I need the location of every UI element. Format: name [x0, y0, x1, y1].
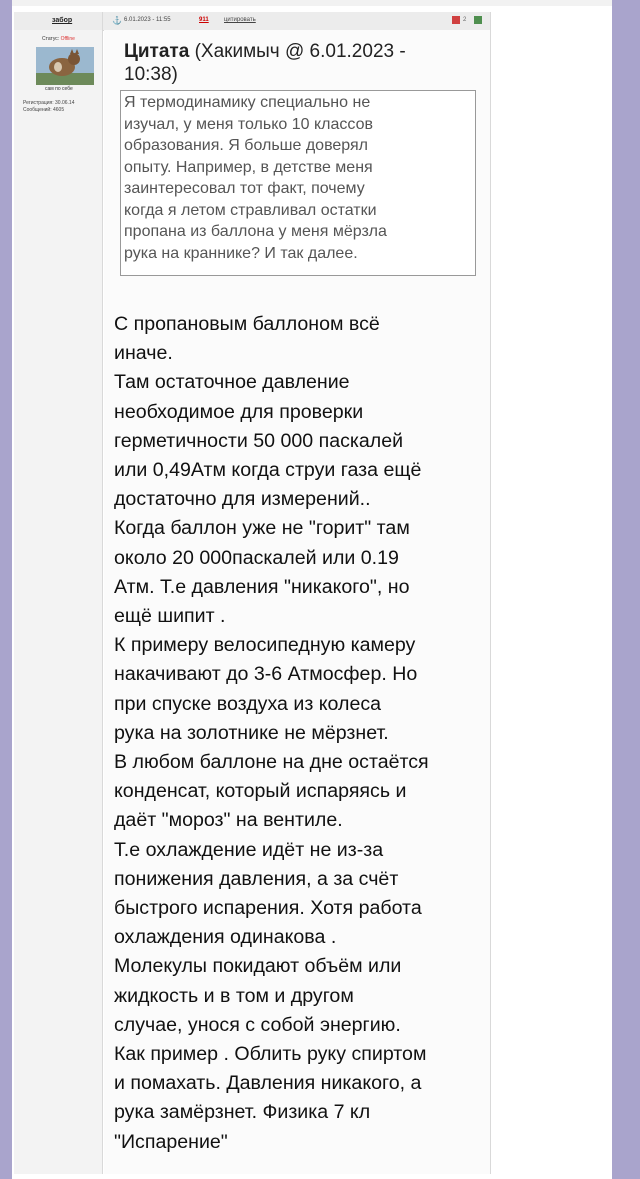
- body-line: иначе.: [114, 342, 173, 365]
- rate-up-icon[interactable]: [474, 16, 482, 24]
- quote-text: [124, 92, 474, 264]
- body-line: около 20 000паскалей или 0.19: [114, 546, 399, 569]
- quote-line: рука на краннике? И так далее.: [124, 244, 358, 262]
- rating-count: 2: [463, 17, 467, 23]
- registration-date: Регистрация: 30.06.14: [23, 100, 75, 106]
- body-line: С пропановым баллоном всё: [114, 313, 380, 335]
- body-line: жидкость и в том и другом: [114, 984, 354, 1007]
- body-line: Атм. Т.е давления "никакого", но: [114, 575, 410, 598]
- column-divider: [102, 12, 103, 1174]
- body-line: Как пример . Облить руку спиртом: [114, 1043, 427, 1066]
- quote-header: [124, 40, 474, 86]
- status-label: Статус:: [42, 36, 60, 42]
- body-line: и помахать. Давления никакого, а: [114, 1072, 422, 1095]
- body-line: необходимое для проверки: [114, 400, 364, 423]
- body-line: К примеру велосипедную камеру: [114, 634, 416, 657]
- post-date: 6.01.2023 - 11:55: [124, 17, 171, 23]
- page-background-right: [612, 0, 640, 1179]
- author-stats: [23, 100, 74, 114]
- avatar[interactable]: [36, 47, 94, 85]
- body-line: случае, унося с собой энергию.: [114, 1013, 401, 1036]
- body-line: накачивают до 3-6 Атмосфер. Но: [114, 663, 418, 686]
- quote-line: Я термодинамику специально не: [124, 94, 371, 111]
- body-line: Т.е охлаждение идёт не из-за: [114, 838, 384, 861]
- body-line: достаточно для измерений..: [114, 488, 371, 511]
- body-line: герметичности 50 000 паскалей: [114, 429, 404, 452]
- body-line: В любом баллоне на дне остаётся: [114, 751, 429, 774]
- body-line: понижения давления, а за счёт: [114, 867, 399, 890]
- body-line: или 0,49Атм когда струи газа ещё: [114, 459, 422, 482]
- quote-line: опыту. Например, в детстве меня: [124, 158, 373, 176]
- body-line: Когда баллон уже не "горит" там: [114, 517, 410, 540]
- body-line: ещё шипит .: [114, 605, 226, 628]
- quote-label: Цитата: [124, 41, 190, 62]
- post-number-link[interactable]: 911: [199, 17, 209, 23]
- quote-author: (Хакимыч @ 6.01.2023 -: [189, 41, 406, 62]
- quote-line: заинтересовал тот факт, почему: [124, 180, 365, 197]
- body-line: рука замёрзнет. Физика 7 кл: [114, 1101, 371, 1124]
- quote-line: пропана из баллона у меня мёрзла: [124, 223, 387, 240]
- author-status: [42, 36, 75, 42]
- body-line: даёт "мороз" на вентиле.: [114, 809, 343, 832]
- body-line: при спуске воздуха из колеса: [114, 692, 382, 715]
- body-line: рука на золотнике не мёрзнет.: [114, 721, 389, 744]
- top-strip: [0, 0, 640, 6]
- quote-line: образования. Я больше доверял: [124, 137, 369, 154]
- author-sidebar: [14, 30, 102, 1174]
- body-line: быстрого испарения. Хотя работа: [114, 897, 422, 920]
- anchor-icon[interactable]: ⚓: [112, 16, 122, 25]
- quote-time: 10:38): [124, 64, 178, 85]
- author-tagline: сам по себе: [45, 86, 73, 92]
- author-name-link[interactable]: забор: [52, 17, 73, 24]
- body-line: Молекулы покидают объём или: [114, 955, 402, 978]
- message-count: Сообщений: 4605: [23, 107, 65, 113]
- status-value: Offline: [60, 36, 75, 42]
- quote-link[interactable]: цитировать: [224, 17, 256, 23]
- body-line: Там остаточное давление: [114, 371, 350, 394]
- body-line: охлаждения одинакова .: [114, 926, 337, 949]
- body-line: "Испарение": [114, 1130, 228, 1153]
- report-icon[interactable]: [452, 16, 460, 24]
- body-line: конденсат, который испаряясь и: [114, 780, 407, 803]
- page-background-left: [0, 0, 12, 1179]
- post-body: [114, 310, 494, 1157]
- avatar-image: [36, 47, 94, 85]
- quote-line: когда я летом стравливал остатки: [124, 201, 377, 219]
- quote-line: изучал, у меня только 10 классов: [124, 115, 373, 133]
